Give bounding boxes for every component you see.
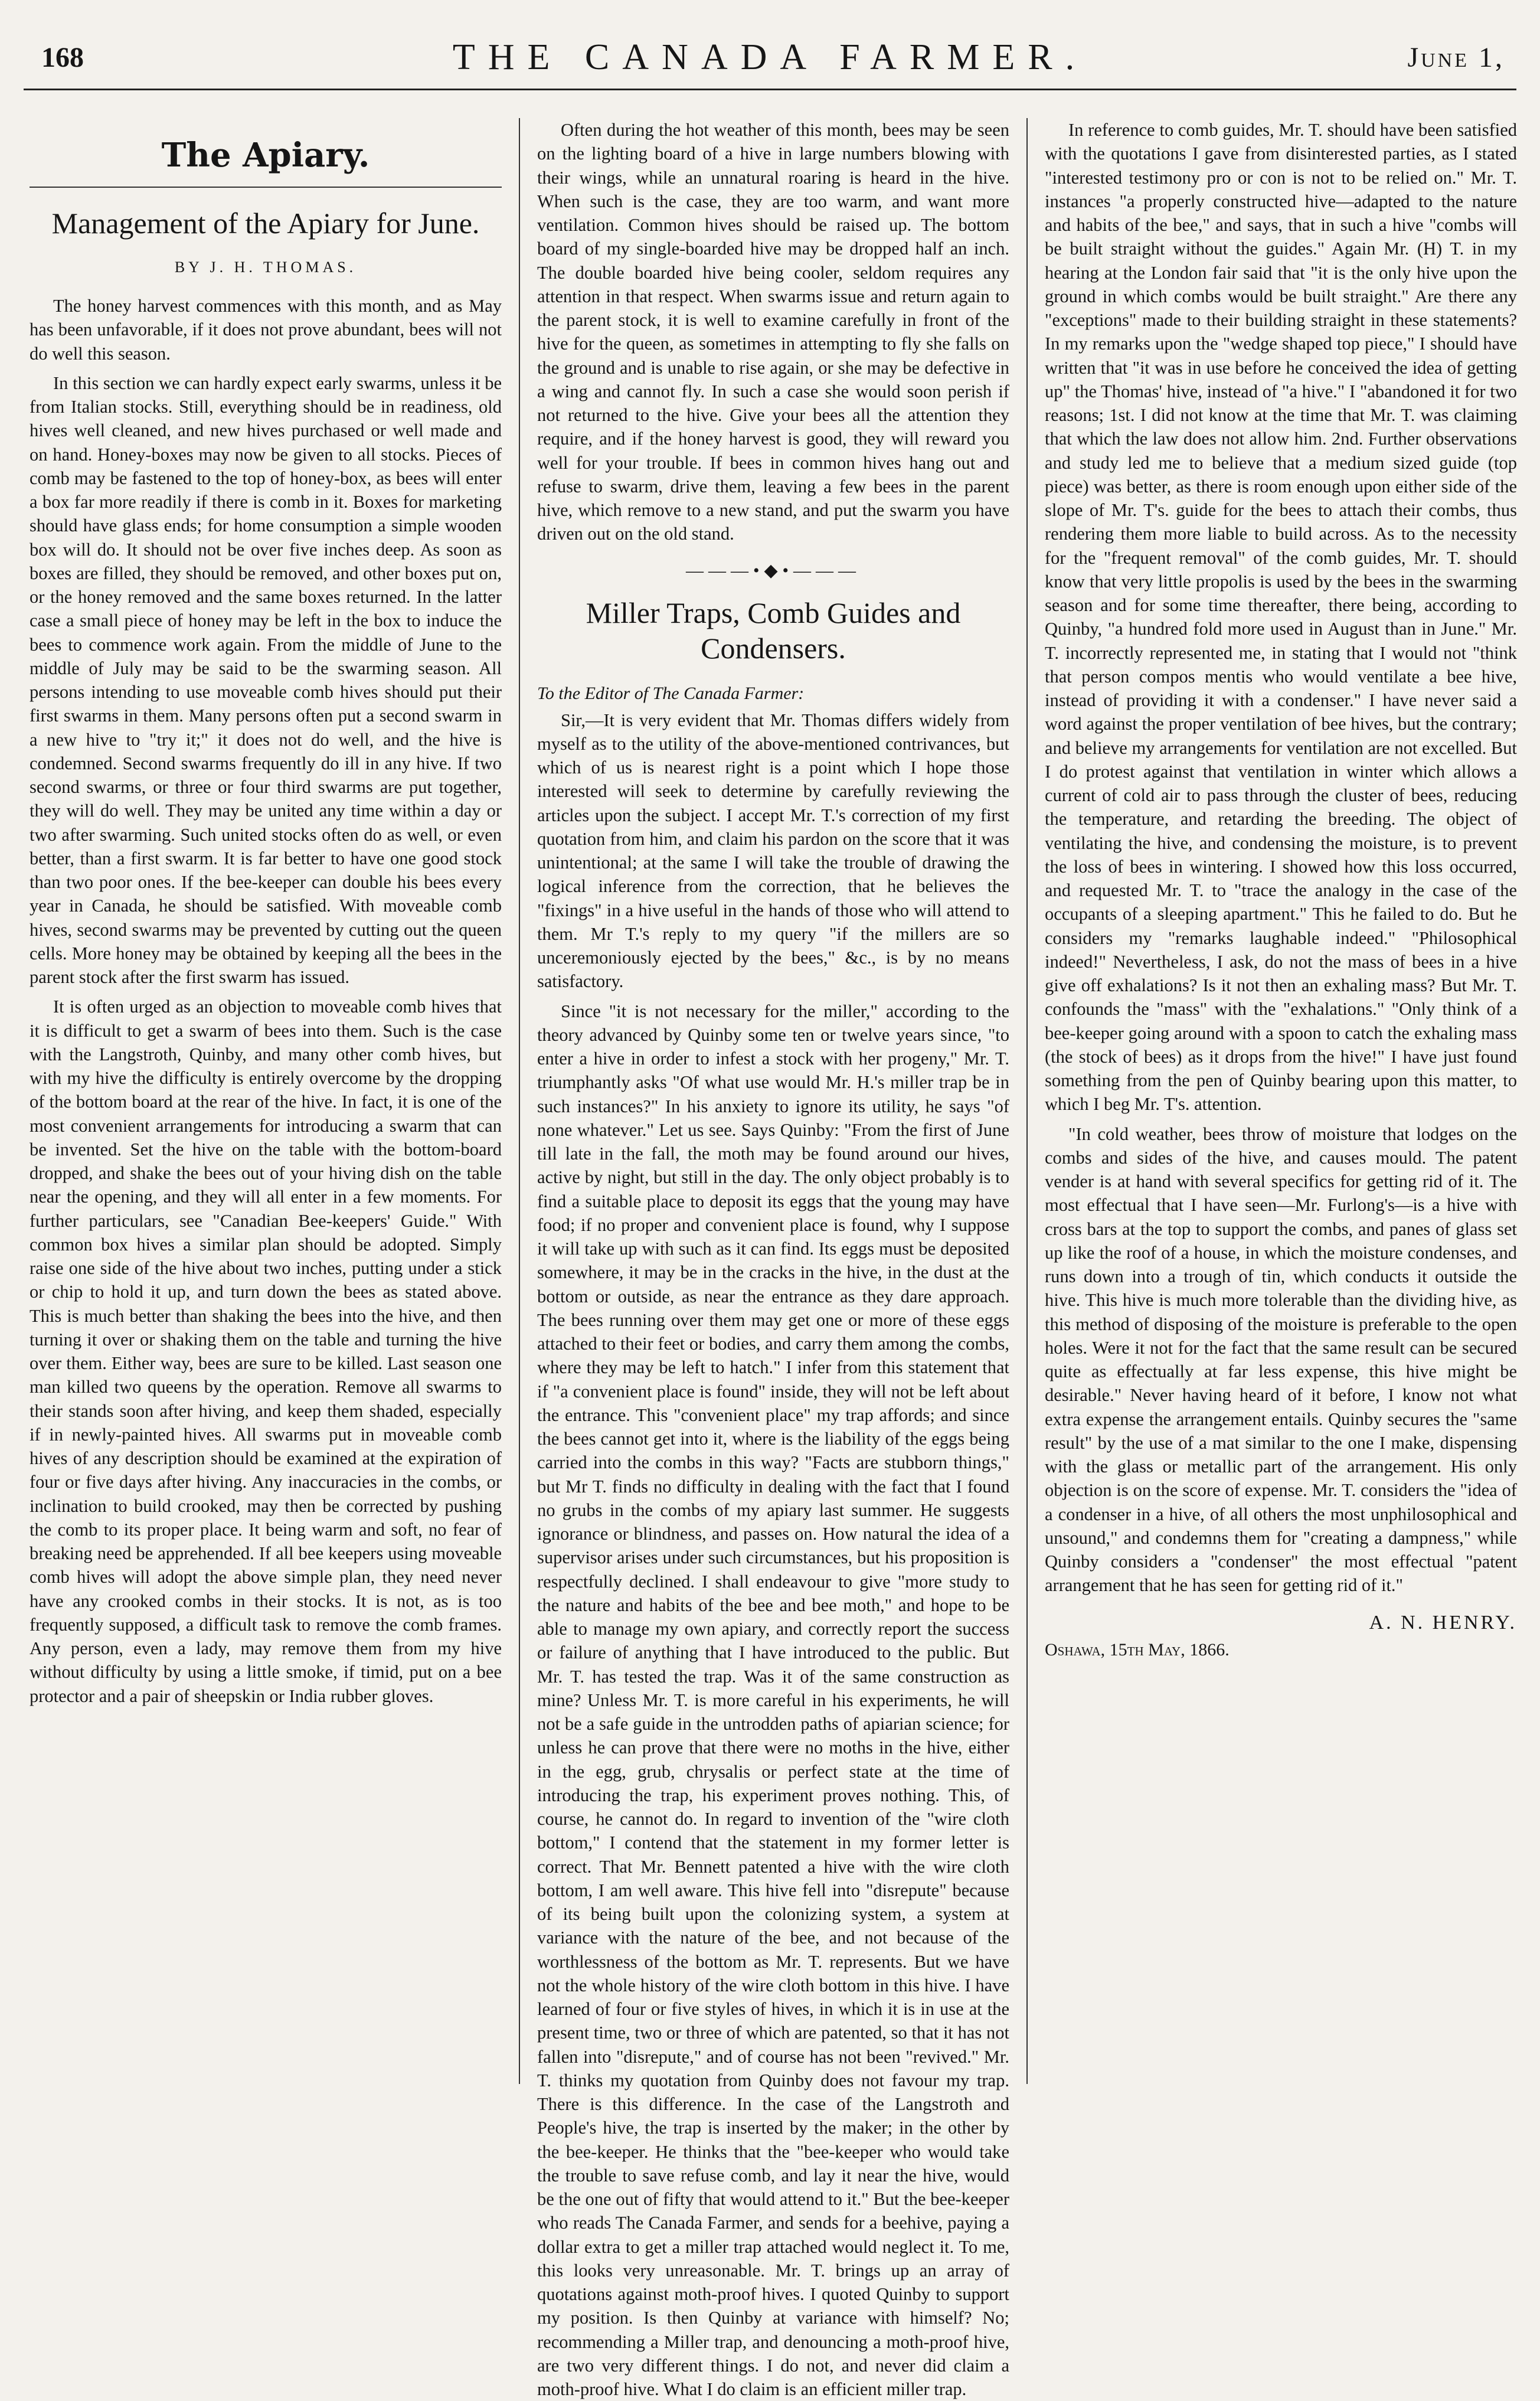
article-title-miller-traps: Miller Traps, Comb Guides and Condensers. bbox=[537, 595, 1009, 666]
letter-signature: A. N. HENRY. bbox=[1045, 1612, 1517, 1634]
column-left bbox=[24, 118, 508, 2084]
article-byline: BY J. H. THOMAS. bbox=[30, 259, 502, 276]
letter-salutation: To the Editor of The Canada Farmer: bbox=[537, 684, 1009, 704]
page-number: 168 bbox=[41, 41, 84, 74]
article-title-apiary: Management of the Apiary for June. bbox=[30, 205, 502, 241]
article-paragraph: Sir,—It is very evident that Mr. Thomas differs widely from myself as to the utility of the above-mentioned contrivances, but which of us is nearest right is a point which I hope those interested will seek to determine by carefully reviewing the articles upon the subject. I accept Mr. T.'s correction of my first quotation from him, and claim his pardon on the score that it was unintentional; at the same I will take the trouble of drawing the logical inference from the correction, that he believes the "fixings" in a hive useful in the hands of those who will attend to them. Mr T.'s reply to my query "if the millers are so unceremoniously ejected by the bees," &c., is by no means satisfactory. bbox=[537, 708, 1009, 994]
publication-title: THE CANADA FARMER. bbox=[24, 37, 1516, 79]
article-paragraph: In this section we can hardly expect early swarms, unless it be from Italian stocks. Still, everything should be in readiness, old hives well cleaned, and new hives purchased or well made and on hand. Honey-boxes may now be given to all stocks. Pieces of comb may be fastened to the top of honey-box, as bees will enter a box far more readily if there is comb in it. Boxes for marketing should have glass ends; for home consumption a simple wooden box will do. It should not be over five inches deep. As soon as boxes are filled, they should be removed, and other boxes put on, or the honey removed and the same boxes returned. In the latter case a small piece of honey may be left in the box to induce the bees to commence work again. From the middle of June to the middle of July may be said to be the swarming season. All persons intending to use moveable comb hives should put their first swarms in them. Many persons often put a second swarm in a new hive to "try it;" it does not do well, and the hive is condemned. Second swarms frequently do ill in any hive. If two second swarms, or three or four third swarms are put together, they will do well. They may be united any time within a day or two after swarming. Such united stocks often do as well, or even better, than a first swarm. It is far better to have one good stock than two poor ones. If the bee-keeper can double his bees every year in Canada, he should be satisfied. With moveable comb hives, second swarms may be prevented by cutting out the queen cells. More honey may be obtained by keeping all the bees in the parent stock after the first swarm has issued. bbox=[30, 371, 502, 989]
article-paragraph: It is often urged as an objection to moveable comb hives that it is difficult to get a swarm of bees into them. Such is the case with the Langstroth, Quinby, and many other comb hives, but with my hive the difficulty is entirely overcome by the dropping of the bottom board at the rear of the hive. In fact, it is one of the most convenient arrangements for introducing a swarm that can be invented. Set the hive on the table with the bottom-board dropped, and shake the bees out of your hiving dish on the table near the opening, and they will all enter in a few moments. For further particulars, see "Canadian Bee-keepers' Guide." With common box hives a similar plan should be adopted. Simply raise one side of the hive about two inches, putting under a stick or chip to hold it up, and turn down the bees as stated above. This is much better than shaking the bees into the hive, and then turning it over or shaking them on the table and turning the hive over them. Either way, bees are sure to be killed. Last season one man killed two queens by the operation. Remove all swarms to their stands soon after hiving, and keep them shaded, especially if in newly-painted hives. All swarms put in moveable comb hives of any description should be examined at the expiration of four or five days after hiving. Any inaccuracies in the combs, or inclination to build crooked, may then be corrected by pushing the comb to its proper place. It being warm and soft, no fear of breaking need be apprehended. If all bee keepers using moveable comb hives will adopt the above simple plan, they need never have any crooked combs in their stocks. It is not, as is too frequently supposed, a difficult task to remove the comb frames. Any person, even a lady, may remove them from my hive without difficulty by using a little smoke, if timid, put on a bee protector and a pair of sheepskin or India rubber gloves. bbox=[30, 995, 502, 1708]
section-divider: ———•◆•——— bbox=[537, 560, 1009, 581]
masthead bbox=[24, 24, 1516, 90]
column-middle bbox=[531, 118, 1015, 2084]
page-columns bbox=[24, 118, 1523, 2084]
issue-date: June 1, bbox=[1407, 41, 1505, 74]
article-paragraph: Often during the hot weather of this month, bees may be seen on the lighting board of a hive in large numbers blowing with their wings, while an unnatural roaring is heard in the hive. When such is the case, they are too warm, and want more ventilation. Common hives should be raised up. The bottom board of my single-boarded hive may be dropped half an inch. The double boarded hive being cooler, seldom requires any attention in that respect. When swarms issue and return again to the parent stock, it is well to examine carefully in front of the hive for the queen, as sometimes in attempting to fly she falls on the ground and is unable to rise again, or she may be defective in a wing and cannot fly. In such a case she would soon perish if not returned to the hive. Give your bees all the attention they require, and if the honey harvest is good, they will reward you well for your trouble. If bees in common hives hang out and refuse to swarm, drive them, leaving a few bees in the parent hive, which remove to a new stand, and put the swarm you have driven out on the old stand. bbox=[537, 118, 1009, 546]
article-paragraph: "In cold weather, bees throw of moisture that lodges on the combs and sides of the hive, and causes mould. The patent vender is at hand with several specifics for getting rid of it. The most effectual that I have seen—Mr. Furlong's—is a hive with cross bars at the top to support the combs, and panes of glass set up like the roof of a house, in which the moisture condenses, and runs down into a trough of tin, which conducts it outside the hive. This hive is much more tolerable than the dividing hive, as this method of disposing of the moisture is preferable to the open holes. Were it not for the fact that the same result can be secured quite as effectually at far less expense, this hive might be desirable." Never having heard of it before, I know not what extra expense the arrangement entails. Quinby secures the "same result" by the use of a mat similar to the one I make, dispensing with the glass or metallic part of the arrangement. His only objection is on the score of expense. Mr. T. considers the "idea of a condenser in a hive, of all others the most unphilosophical and unsound," and condemns them for "creating a dampness," while Quinby considers a "condenser" the most effectual "patent arrangement that he has seen for getting rid of it." bbox=[1045, 1122, 1517, 1598]
article-paragraph: In reference to comb guides, Mr. T. should have been satisfied with the quotations I gave from disinterested parties, as I stated "interested testimony pro or con is not to be relied on." Mr. T. instances "a properly constructed hive—adapted to the nature and habits of the bee," and says, that in such a hive "combs will be built straight without the guides." Again Mr. (H) T. in my hearing at the London fair said that "it is the only hive upon the ground in which combs would be built straight." Are there any "exceptions" made to their building straight in these statements? In my remarks upon the "wedge shaped top piece," I should have written that "it was in use before he conceived the idea of getting up" the Thomas' hive, instead of "a hive." I "abandoned it for two reasons; 1st. I did not know at the time that Mr. T. was claiming that which the law does not allow him. 2nd. Further observations and study led me to believe that a medium sized guide (top piece) was better, as there is room enough upon either side of the slope of Mr. T's. guide for the bees to attach their combs, thus rendering them more liable to build across. As to the necessity for the "frequent removal" of the comb guides, Mr. T. should know that very little propolis is used by the bees in the swarming season and for some time thereafter, there being, according to Quinby, "a hundred fold more used in August than in June." Mr. T. incorrectly represented me, in stating that I would not "think that person compos mentis who would ventilate a bee hive, instead of providing it with a condenser." I have never said a word against the proper ventilation of bee hives, but the contrary; and believe my arrangements for ventilation are not excelled. But I do protest against that ventilation in winter which allows a current of cold air to pass through the cluster of bees, reducing the temperature, and retarding the breeding. The object of ventilating the hive, and condensing the moisture, is to prevent the loss of bees in wintering. I showed how this loss occurred, and requested Mr. T. to "trace the analogy in the case of the occupants of a sleeping apartment." This he failed to do. But he considers my "remarks laughable indeed." "Philosophical indeed!" Nevertheless, I ask, do not the mass of bees in a hive give off exhalations? Is it not then an exhaling mass? But Mr. T. confounds the "mass" with the "exhalations." "Only think of a bee-keeper going around with a spoon to catch the exhaling mass (the stock of bees) as it drops from the hive!" I have just found something from the pen of Quinby bearing upon this matter, to which I beg Mr. T's. attention. bbox=[1045, 118, 1517, 1116]
column-right bbox=[1039, 118, 1523, 2084]
letter-dateline: Oshawa, 15th May, 1866. bbox=[1045, 1640, 1517, 1660]
article-paragraph: Since "it is not necessary for the miller," according to the theory advanced by Quinby some ten or twelve years since, "to enter a hive in order to infest a stock with her progeny," Mr. T. triumphantly asks "Of what use would Mr. H.'s miller trap be in such instances?" In his anxiety to ignore its utility, he says "of none whatever." Let us see. Says Quinby: "From the first of June till late in the fall, the moth may be found around our hives, active by night, but still in the day. The only object probably is to find a suitable place to deposit its eggs that the young may have food; if no proper and convenient place is found, why I suppose it will take up with such as it can find. Its eggs must be deposited somewhere, it may be in the cracks in the hive, in the dust at the bottom or outside, as near the entrance as they dare approach. The bees running over them may get one or more of these eggs attached to their feet or bodies, and carry them among the combs, where they may be left to hatch." I infer from this statement that if "a convenient place is found" inside, they will not be left about the entrance. This "convenient place" my trap affords; and since the bees cannot get into it, where is the liability of the eggs being carried into the combs in this way? "Facts are stubborn things," but Mr T. finds no difficulty in dealing with the fact that I found no grubs in the combs of my apiary last summer. He suggests ignorance or blindness, and passes on. How natural the idea of a supervisor arises under such circumstances, but his proposition is respectfully declined. I shall endeavour to give "more study to the nature and habits of the bee and bee moth," and hope to be able to manage my own apiary, and correctly report the success or failure of anything that I have introduced to the public. But Mr. T. has tested the trap. Was it of the same construction as mine? Unless Mr. T. is more careful in his experiments, he will not be a safe guide in the untrodden paths of apiarian science; for unless he can prove that there were no moths in the hive, either in the egg, grub, chrysalis or perfect state at the time of introducing the trap, his experiment proves nothing. This, of course, he cannot do. In regard to invention of the "wire cloth bottom," I contend that the statement in my former letter is correct. That Mr. Bennett patented a hive with the wire cloth bottom, I am well aware. This hive fell into "disrepute" because of its being built upon the colonizing system, a system at variance with the nature of the bee, and not because of the worthlessness of the bottom as Mr. T. represents. But we have not the whole history of the wire cloth bottom in this hive. I have learned of four or five styles of hives, in which it is in use at the present time, two or three of which are patented, so that it has not fallen into "disrepute," and of course has not been "revived." Mr. T. thinks my quotation from Quinby does not favour my trap. There is this difference. In the case of the Langstroth and People's hive, the trap is inserted by the maker; in the other by the bee-keeper. He thinks that the "bee-keeper who would take the trouble to save refuse comb, and lay it near the hive, would be the one out of fifty that would attend to it." But the bee-keeper who reads The Canada Farmer, and sends for a beehive, paying a dollar extra to get a miller trap attached would neglect it. To me, this looks very unreasonable. Mr. T. brings up an array of quotations against moth-proof hives. I quoted Quinby to support my position. Is then Quinby at variance with himself? No; recommending a Miller trap, and denouncing a moth-proof hive, are two very different things. I do not, and never did claim a moth-proof hive. What I do claim is an efficient miller trap. bbox=[537, 999, 1009, 2401]
article-paragraph: The honey harvest commences with this month, and as May has been unfavorable, if it does not prove abundant, bees will not do well this season. bbox=[30, 294, 502, 365]
section-heading: The Apiary. bbox=[30, 118, 502, 188]
